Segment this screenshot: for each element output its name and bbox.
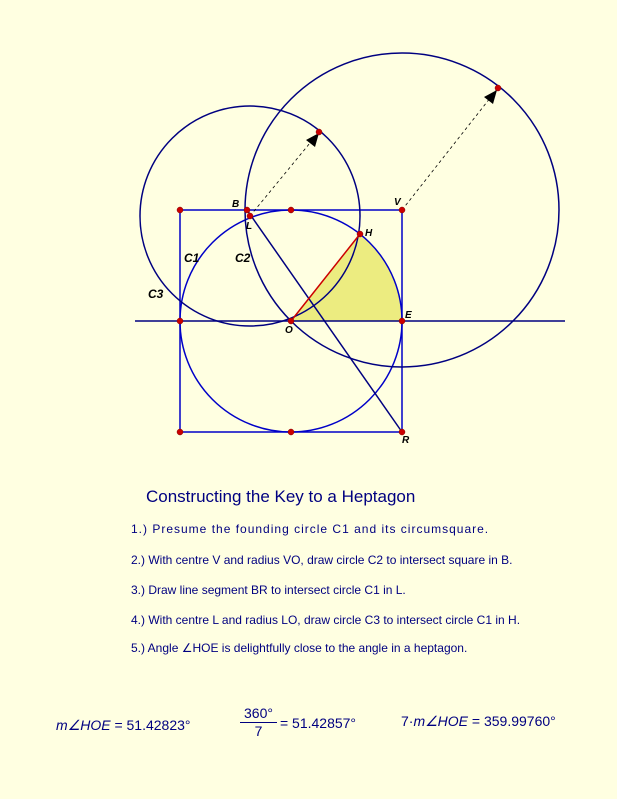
label-h: H: [365, 228, 373, 239]
step-4: 4.) With centre L and radius LO, draw circle C3 to intersect circle C1 in H.: [131, 613, 521, 627]
fraction-numerator: 360°: [240, 705, 277, 723]
product-angle-name: ∠HOE: [425, 713, 469, 729]
fraction: [240, 705, 277, 740]
point-c2-radius-end: [495, 85, 501, 91]
angle-name: ∠HOE: [67, 717, 111, 733]
fraction-value: = 51.42857°: [279, 714, 357, 731]
point-c3-radius-end: [316, 129, 322, 135]
point-square-bottom-mid: [288, 429, 294, 435]
label-r: R: [402, 435, 410, 446]
point-square-bottom-left: [177, 429, 183, 435]
product-prefix: 7·: [401, 713, 414, 729]
radius-arrow-c2: [402, 88, 498, 210]
product-measure-prefix: m: [413, 713, 426, 729]
arrowhead-c2: [484, 90, 497, 104]
point-l: [247, 213, 253, 219]
label-b: B: [232, 199, 240, 210]
label-e: E: [405, 310, 412, 321]
step-5: 5.) Angle ∠HOE is delightfully close to the angle in a heptagon.: [131, 641, 468, 655]
label-v: V: [394, 197, 401, 208]
point-square-top-left: [177, 207, 183, 213]
angle-measure: [56, 717, 191, 734]
label-c3: C3: [148, 287, 164, 301]
step-2: 2.) With centre V and radius VO, draw circle C2 to intersect square in B.: [131, 553, 513, 567]
step-3: 3.) Draw line segment BR to intersect circle C1 in L.: [131, 583, 406, 597]
point-h: [357, 231, 363, 237]
label-c2: C2: [235, 251, 251, 265]
measure-prefix: m: [56, 717, 68, 733]
label-o: O: [285, 325, 293, 336]
radius-arrow-c3: [250, 132, 319, 216]
heptagon-angle-fraction: [240, 705, 356, 740]
angle-product: [401, 713, 556, 730]
angle-value: = 51.42823°: [114, 717, 191, 733]
product-value: = 359.99760°: [471, 713, 556, 729]
point-square-top-mid: [288, 207, 294, 213]
point-o: [288, 318, 294, 324]
page-title: Constructing the Key to a Heptagon: [146, 487, 416, 506]
label-c1: C1: [184, 251, 200, 265]
point-b: [244, 207, 250, 213]
label-l: L: [246, 221, 253, 232]
sector-hoe: [291, 234, 402, 321]
fraction-denominator: 7: [254, 723, 263, 739]
step-1: 1.) Presume the founding circle C1 and its circumsquare.: [131, 522, 490, 536]
point-square-left-mid: [177, 318, 183, 324]
